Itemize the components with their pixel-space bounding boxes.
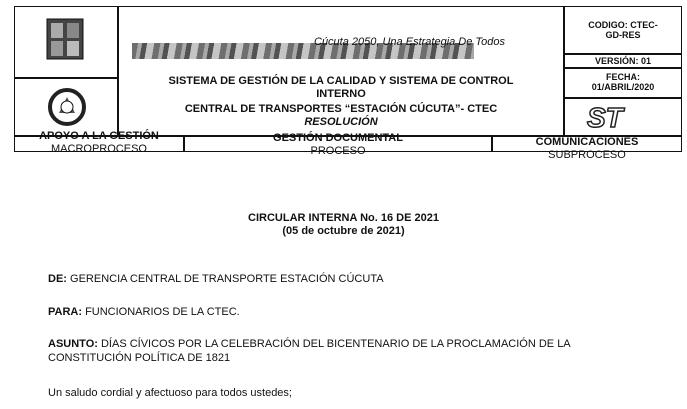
central-title: CENTRAL DE TRANSPORTES “ESTACIÓN CÚCUTA”- CTEC (184, 103, 498, 115)
subproceso-label: SUBPROCESO (548, 149, 626, 161)
version-cell (564, 54, 682, 68)
st-logo-text: ST (587, 103, 623, 133)
system-title-line2: INTERNO (316, 88, 366, 100)
document-header (14, 6, 682, 161)
to-label: PARA: (48, 306, 83, 318)
system-title-line1: SISTEMA DE GESTIÓN DE LA CALIDAD Y SISTEMA DE CONTROL (168, 75, 514, 87)
greeting: Un saludo cordial y afectuoso para todos ustedes; (48, 387, 292, 399)
code-label: CODIGO: CTEC- (588, 20, 658, 30)
logo-cell-top (14, 6, 118, 78)
subject-text-2: CONSTITUCIÓN POLÍTICA DE 1821 (48, 352, 231, 364)
from-value: GERENCIA CENTRAL DE TRANSPORTE ESTACIÓN CÚCUTA (70, 273, 384, 285)
subject-label: ASUNTO: (48, 338, 98, 350)
date-value: 01/ABRIL/2020 (591, 82, 655, 92)
to-value: FUNCIONARIOS DE LA CTEC. (85, 306, 240, 318)
date-label: FECHA: (606, 72, 640, 82)
from-line (48, 272, 384, 286)
comunicaciones-label: COMUNICACIONES (535, 136, 639, 148)
version: VERSIÓN: 01 (594, 56, 652, 66)
city-seal-icon (45, 17, 85, 61)
st-logo-cell (564, 98, 682, 136)
circular-date: (05 de octubre de 2021) (282, 225, 405, 237)
circular-title: CIRCULAR INTERNA No. 16 DE 2021 (248, 212, 439, 224)
logo-cell-bottom (14, 78, 118, 136)
proceso-label: PROCESO (310, 145, 366, 157)
apoyo-label: APOYO A LA GESTIÓN (39, 130, 159, 142)
slogan: Cúcuta 2050, Una Estrategia De Todos (314, 36, 505, 48)
from-label: DE: (48, 273, 67, 285)
transport-emblem-icon (45, 87, 89, 127)
gestion-doc-label: GESTIÓN DOCUMENTAL (273, 132, 403, 144)
document-type: RESOLUCIÓN (304, 116, 378, 128)
macroproceso-label: MACROPROCESO (51, 143, 147, 155)
date-cell (564, 68, 682, 98)
to-line (48, 305, 240, 319)
subject-line1 (48, 337, 571, 351)
code-cell (564, 6, 682, 54)
subject-text-1: DÍAS CÍVICOS POR LA CELEBRACIÓN DEL BICENTENARIO DE LA PROCLAMACIÓN DE LA (100, 338, 571, 350)
code-value: GD-RES (605, 30, 641, 40)
st-logo-icon (583, 103, 663, 133)
